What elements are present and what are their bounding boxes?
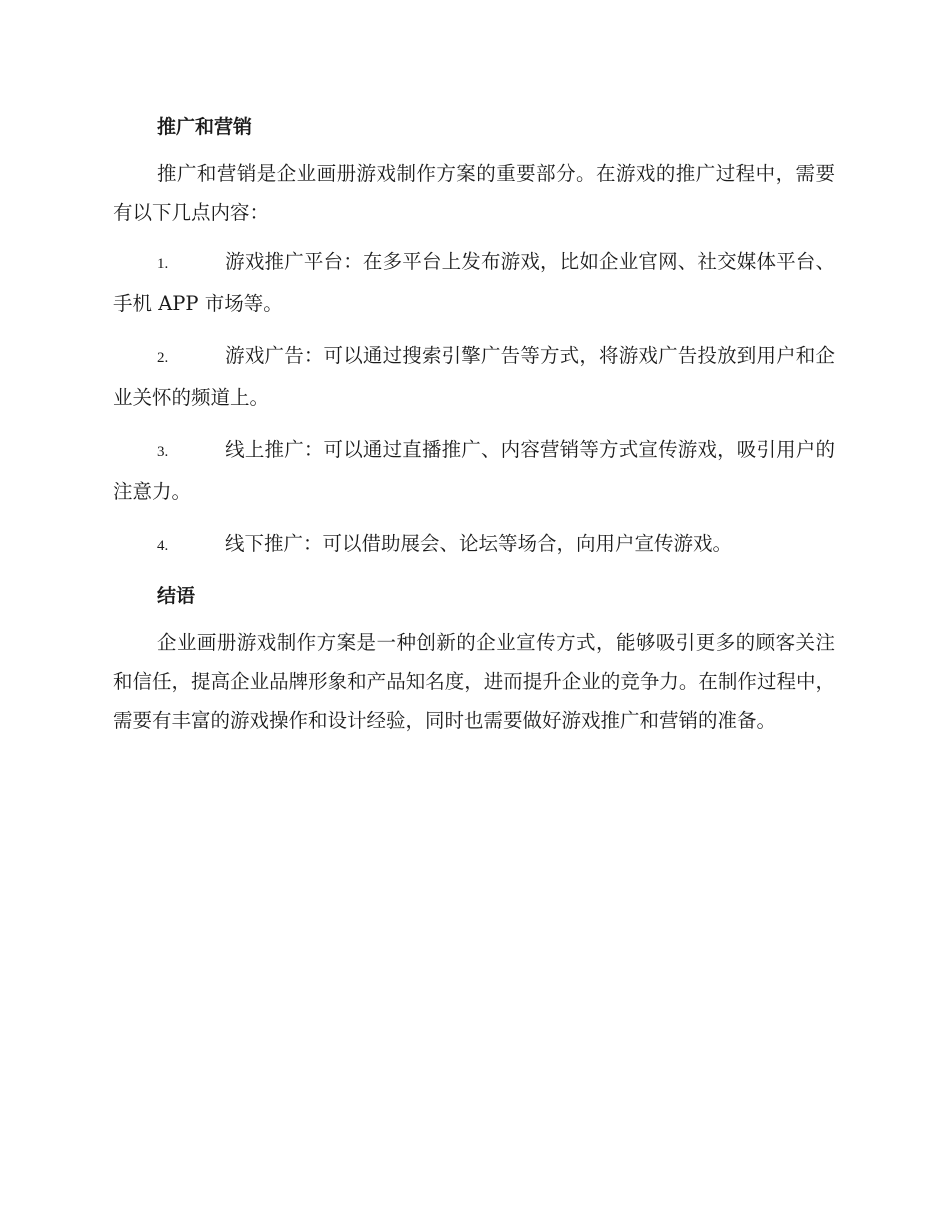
list-item-text: 线上推广：可以通过直播推广、内容营销等方式宣传游戏，吸引用户的注意力。 xyxy=(113,438,835,503)
list-item-number: 3. xyxy=(157,444,169,460)
list-item-number: 1. xyxy=(157,256,169,272)
list-item xyxy=(113,242,835,323)
document-page xyxy=(113,110,835,750)
list-item-text: 游戏广告：可以通过搜索引擎广告等方式，将游戏广告投放到用户和企业关怀的频道上。 xyxy=(113,344,835,409)
list-item-text: 线下推广：可以借助展会、论坛等场合，向用户宣传游戏。 xyxy=(225,532,733,555)
promotion-intro-paragraph: 推广和营销是企业画册游戏制作方案的重要部分。在游戏的推广过程中，需要有以下几点内容： xyxy=(113,162,835,224)
section-heading-conclusion: 结语 xyxy=(157,585,196,607)
list-item-number: 2. xyxy=(157,350,169,366)
list-item-number: 4. xyxy=(157,538,169,554)
list-item xyxy=(113,524,835,566)
list-item xyxy=(113,336,835,417)
section-heading-promotion: 推广和营销 xyxy=(157,116,253,138)
conclusion-paragraph: 企业画册游戏制作方案是一种创新的企业宣传方式，能够吸引更多的顾客关注和信任，提高企业品牌形象和产品知名度，进而提升企业的竞争力。在制作过程中，需要有丰富的游戏操作和设计经验，同时也需要做好游戏推广和营销的准备。 xyxy=(113,631,835,732)
list-item xyxy=(113,430,835,511)
list-item-text: 游戏推广平台：在多平台上发布游戏，比如企业官网、社交媒体平台、手机 APP 市场等。 xyxy=(113,250,835,315)
